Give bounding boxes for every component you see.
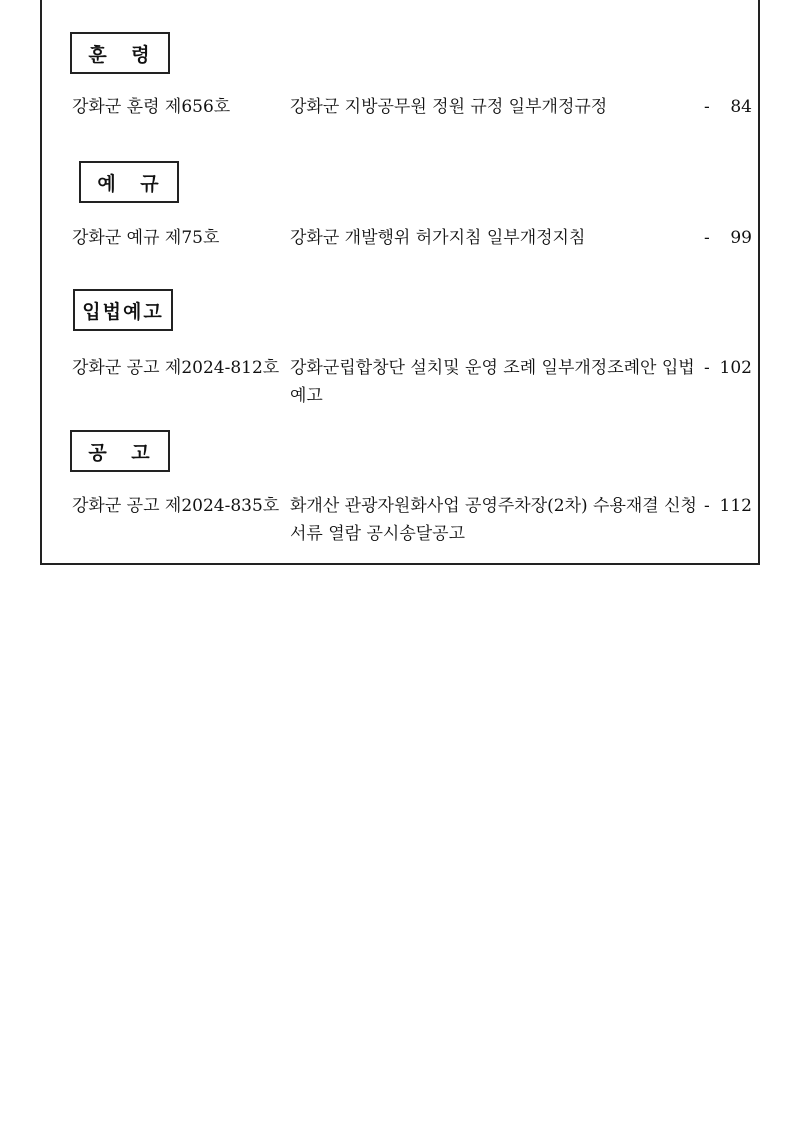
entry-title: 강화군 개발행위 허가지침 일부개정지침 <box>290 228 586 248</box>
entry-dash: - <box>704 358 710 378</box>
table-of-contents-frame <box>40 0 760 565</box>
section-heading-yegyu: 예 규 <box>79 161 179 203</box>
section-heading-ipbeop-yego: 입법예고 <box>73 289 173 331</box>
entry-number: 강화군 훈령 제656호 <box>72 97 231 117</box>
entry-title: 강화군립합창단 설치및 운영 조례 일부개정조례안 입법예고 <box>290 358 695 406</box>
section-heading-gonggo: 공 고 <box>70 430 170 472</box>
entry-number: 강화군 예규 제75호 <box>72 228 220 248</box>
entry-title: 강화군 지방공무원 정원 규정 일부개정규정 <box>290 97 608 117</box>
section-heading-hunryeong: 훈 령 <box>70 32 170 74</box>
entry-dash: - <box>704 228 710 248</box>
entry-page: 112 <box>719 496 752 516</box>
entry-dash: - <box>704 97 710 117</box>
entry-title: 화개산 관광자원화사업 공영주차장(2차) 수용재결 신청서류 열람 공시송달공고 <box>290 496 697 544</box>
entry-page: 99 <box>730 228 752 248</box>
entry-page: 84 <box>730 97 752 117</box>
entry-dash: - <box>704 496 710 516</box>
entry-number: 강화군 공고 제2024-812호 <box>72 358 280 378</box>
entry-number: 강화군 공고 제2024-835호 <box>72 496 280 516</box>
entry-page: 102 <box>719 358 752 378</box>
